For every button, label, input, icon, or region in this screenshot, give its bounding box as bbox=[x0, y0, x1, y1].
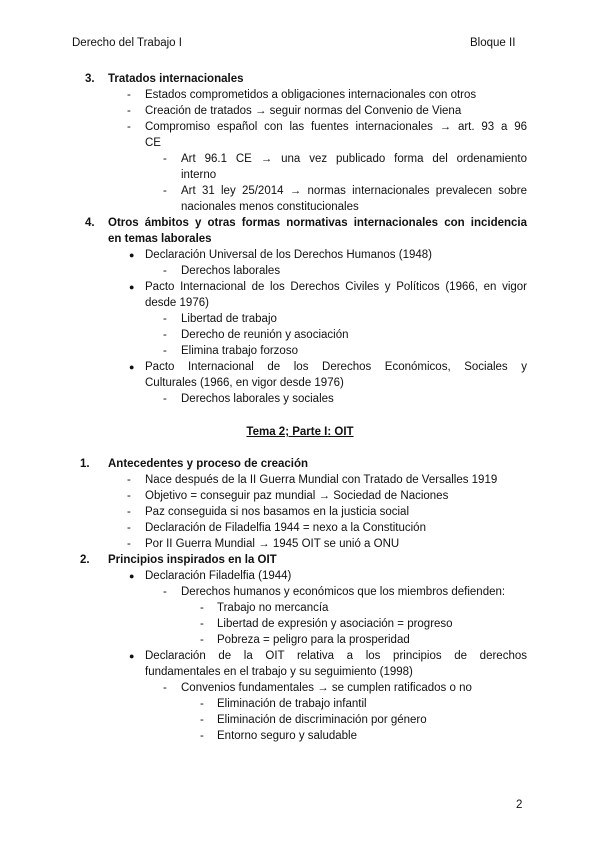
list-item: Por II Guerra Mundial → 1945 OIT se unió a ONU bbox=[145, 538, 400, 550]
dash-marker: - bbox=[163, 345, 167, 357]
bullet-marker: ● bbox=[129, 250, 135, 260]
section-number: 4. bbox=[85, 217, 95, 229]
list-item: Compromiso español con las fuentes internacionales → art. 93 a 96 bbox=[145, 121, 527, 133]
subsub-list-item: Libertad de expresión y asociación = progreso bbox=[217, 618, 453, 630]
list-item-continuation: CE bbox=[145, 137, 161, 149]
page-number: 2 bbox=[516, 799, 523, 811]
dash-marker: - bbox=[127, 89, 131, 101]
bullet-item: Pacto Internacional de los Derechos Civiles y Políticos (1966, en vigor bbox=[145, 281, 527, 293]
bullet-item-continuation: desde 1976) bbox=[145, 297, 209, 309]
dash-marker: - bbox=[127, 490, 131, 502]
section-title: Tratados internacionales bbox=[108, 73, 244, 85]
bullet-marker: ● bbox=[129, 362, 135, 372]
list-item: Creación de tratados → seguir normas del Convenio de Viena bbox=[145, 105, 462, 117]
sub-list-item-continuation: interno bbox=[181, 169, 217, 181]
bullet-item: Declaración Filadelfia (1944) bbox=[145, 570, 292, 582]
sub-list-item: Libertad de trabajo bbox=[181, 313, 277, 325]
header-right: Bloque II bbox=[470, 37, 516, 49]
bullet-item-continuation: Culturales (1966, en vigor desde 1976) bbox=[145, 377, 344, 389]
dash-marker: - bbox=[127, 474, 131, 486]
subsub-list-item: Entorno seguro y saludable bbox=[217, 730, 358, 742]
sub-list-item-continuation: nacionales menos constitucionales bbox=[181, 201, 359, 213]
dash-marker: - bbox=[127, 105, 131, 117]
list-item: Estados comprometidos a obligaciones internacionales con otros bbox=[145, 89, 477, 101]
dash-marker: - bbox=[127, 506, 131, 518]
sub-list-item: Art 31 ley 25/2014 → normas internacionales prevalecen sobre bbox=[181, 185, 527, 197]
subsub-list-item: Eliminación de trabajo infantil bbox=[217, 698, 367, 710]
dash-marker: - bbox=[163, 153, 167, 165]
section-number: 3. bbox=[85, 73, 95, 85]
bullet-marker: ● bbox=[129, 571, 135, 581]
section-title: Antecedentes y proceso de creación bbox=[108, 458, 309, 470]
bullet-item: Declaración Universal de los Derechos Humanos (1948) bbox=[145, 249, 432, 261]
bullet-item: Declaración de la OIT relativa a los principios de derechos bbox=[145, 650, 527, 662]
subsub-list-item: Pobreza = peligro para la prosperidad bbox=[217, 634, 410, 646]
list-item: Nace después de la II Guerra Mundial con Tratado de Versalles 1919 bbox=[145, 474, 498, 486]
dash-marker: - bbox=[200, 730, 204, 742]
section-title-continuation: en temas laborales bbox=[108, 233, 212, 245]
bullet-marker: ● bbox=[129, 282, 135, 292]
sub-list-item: Derecho de reunión y asociación bbox=[181, 329, 349, 341]
sub-list-item: Derechos humanos y económicos que los miembros defienden: bbox=[181, 586, 506, 598]
sub-list-item: Art 96.1 CE → una vez publicado forma del ordenamiento bbox=[181, 153, 527, 165]
dash-marker: - bbox=[163, 393, 167, 405]
header-left: Derecho del Trabajo I bbox=[72, 37, 182, 49]
list-item: Objetivo = conseguir paz mundial → Sociedad de Naciones bbox=[145, 490, 449, 502]
list-item: Declaración de Filadelfia 1944 = nexo a la Constitución bbox=[145, 522, 426, 534]
dash-marker: - bbox=[163, 329, 167, 341]
dash-marker: - bbox=[163, 313, 167, 325]
section-title: Otros ámbitos y otras formas normativas internacionales con incidencia bbox=[108, 217, 527, 229]
dash-marker: - bbox=[127, 522, 131, 534]
dash-marker: - bbox=[200, 634, 204, 646]
dash-marker: - bbox=[163, 185, 167, 197]
dash-marker: - bbox=[163, 586, 167, 598]
dash-marker: - bbox=[200, 698, 204, 710]
dash-marker: - bbox=[200, 618, 204, 630]
bullet-item-continuation: fundamentales en el trabajo y su seguimiento (1998) bbox=[145, 666, 413, 678]
subsub-list-item: Trabajo no mercancía bbox=[217, 602, 329, 614]
sub-list-item: Convenios fundamentales → se cumplen ratificados o no bbox=[181, 682, 472, 694]
section-number: 1. bbox=[80, 458, 90, 470]
dash-marker: - bbox=[200, 714, 204, 726]
section-number: 2. bbox=[80, 554, 90, 566]
dash-marker: - bbox=[163, 682, 167, 694]
sub-list-item: Derechos laborales y sociales bbox=[181, 393, 334, 405]
bullet-item: Pacto Internacional de los Derechos Económicos, Sociales y bbox=[145, 361, 527, 373]
dash-marker: - bbox=[127, 538, 131, 550]
subsub-list-item: Eliminación de discriminación por género bbox=[217, 714, 427, 726]
dash-marker: - bbox=[163, 265, 167, 277]
dash-marker: - bbox=[200, 602, 204, 614]
tema-title: Tema 2; Parte I: OIT bbox=[246, 426, 354, 438]
sub-list-item: Derechos laborales bbox=[181, 265, 281, 277]
sub-list-item: Elimina trabajo forzoso bbox=[181, 345, 298, 357]
section-title: Principios inspirados en la OIT bbox=[108, 554, 277, 566]
bullet-marker: ● bbox=[129, 651, 135, 661]
list-item: Paz conseguida si nos basamos en la justicia social bbox=[145, 506, 410, 518]
